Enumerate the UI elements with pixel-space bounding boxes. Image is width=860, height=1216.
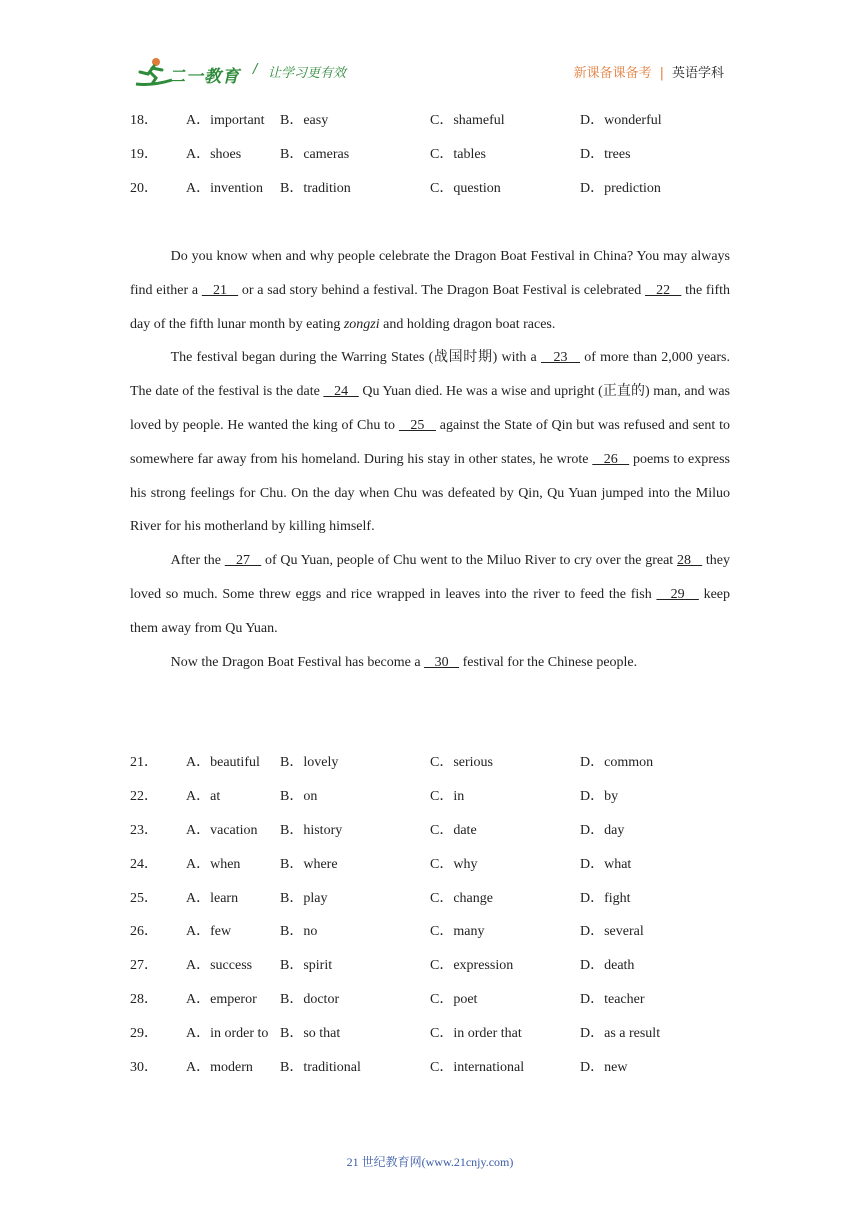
- option-c: C．in order that: [430, 1026, 522, 1041]
- text: After the: [170, 553, 225, 569]
- option-b: B．where: [280, 857, 338, 872]
- blank-26: 26: [592, 451, 630, 467]
- option-a: A．beautiful: [186, 755, 260, 770]
- option-c: C．shameful: [430, 113, 505, 128]
- logo-text: 二一教育: [168, 67, 240, 87]
- text: Qu Yuan died. He was a wise and upright (正直的) man, and was loved by people. He wanted the king of Chu to: [130, 384, 730, 433]
- option-d: D．several: [580, 924, 644, 939]
- header-separator: |: [659, 66, 664, 81]
- option-a: A．emperor: [186, 992, 257, 1007]
- option-a: A．modern: [186, 1060, 253, 1075]
- option-a: A．in order to: [186, 1026, 269, 1041]
- question-number: 23．: [130, 823, 158, 838]
- option-a: A．few: [186, 924, 232, 939]
- header-subject: 英语学科: [671, 66, 724, 81]
- paragraph: [130, 240, 730, 341]
- option-d: D．what: [580, 857, 632, 872]
- question-number: 30．: [130, 1060, 158, 1075]
- question-number: 25．: [130, 891, 158, 906]
- option-d: D．as a result: [580, 1026, 661, 1041]
- option-c: C．expression: [430, 958, 514, 973]
- option-b: B．no: [280, 924, 318, 939]
- option-c: C．question: [430, 181, 501, 196]
- text: of more than 2,000 years. The date of the festival is the date: [130, 350, 731, 400]
- option-c: C．change: [430, 891, 493, 906]
- page-header: [0, 0, 860, 100]
- question-number: 24．: [130, 857, 158, 872]
- option-c: C．poet: [430, 992, 478, 1007]
- text: festival for the Chinese people.: [459, 654, 638, 670]
- blank-28: 28: [676, 553, 703, 569]
- text: the fifth day of the fifth lunar month by eating: [130, 282, 731, 332]
- option-c: C．serious: [430, 755, 493, 770]
- option-d: D．new: [580, 1060, 628, 1075]
- option-b: B．tradition: [280, 181, 351, 196]
- header-slash: /: [253, 62, 258, 77]
- question-number: 27．: [130, 958, 158, 973]
- text: Do you know when and why people celebrate the Dragon Boat Festival in China? You may always find either a: [130, 249, 730, 298]
- question-number: 26．: [130, 924, 158, 939]
- text: poems to express his strong feelings for Chu. On the day when Chu was defeated by Qin, Qu Yuan jumped into the Miluo River for his motherland by killing himself.: [130, 451, 730, 535]
- option-b: B．doctor: [280, 992, 340, 1007]
- option-b: B．so that: [280, 1026, 341, 1041]
- text: or a sad story behind a festival. The Dragon Boat Festival is celebrated: [238, 282, 645, 298]
- question-number: 18．: [130, 113, 158, 128]
- option-c: C．in: [430, 789, 465, 804]
- option-d: D．day: [580, 823, 625, 838]
- option-c: C．why: [430, 857, 478, 872]
- blank-24: 24: [323, 384, 359, 400]
- text: of Qu Yuan, people of Chu went to the Miluo River to cry over the great: [261, 553, 677, 569]
- option-d: D．trees: [580, 147, 631, 162]
- option-c: C．tables: [430, 147, 486, 162]
- blank-30: 30: [424, 654, 460, 670]
- option-d: D．death: [580, 958, 635, 973]
- option-d: D．teacher: [580, 992, 645, 1007]
- option-a: A．at: [186, 789, 221, 804]
- text: keep them away from Qu Yuan.: [130, 586, 731, 636]
- question-number: 19．: [130, 147, 158, 162]
- reading-passage: [130, 240, 730, 679]
- paragraph: [130, 341, 730, 544]
- option-b: B．traditional: [280, 1060, 361, 1075]
- page-footer[interactable]: 21 世纪教育网(www.21cnjy.com): [346, 1155, 514, 1169]
- paragraph: [130, 544, 730, 645]
- blank-29: 29: [656, 586, 699, 602]
- option-a: A．vacation: [186, 823, 258, 838]
- blank-27: 27: [224, 553, 262, 569]
- option-d: D．common: [580, 755, 654, 770]
- option-a: A．shoes: [186, 147, 242, 162]
- option-b: B．lovely: [280, 755, 339, 770]
- option-c: C．many: [430, 924, 485, 939]
- option-b: B．cameras: [280, 147, 350, 162]
- option-a: A．learn: [186, 891, 239, 906]
- text: they loved so much. Some threw eggs and rice wrapped in leaves into the river to feed the fish: [130, 553, 731, 602]
- italic-word: zongzi: [343, 316, 380, 332]
- option-c: C．international: [430, 1060, 525, 1075]
- blank-22: 22: [645, 282, 682, 298]
- option-d: D．prediction: [580, 181, 661, 196]
- text: against the State of Qin but was refused and sent to somewhere far away from his homeland. During his stay in other states, he wrote: [130, 417, 730, 467]
- header-right-text: 新课备课备考: [573, 66, 652, 81]
- option-b: B．play: [280, 891, 328, 906]
- question-number: 28．: [130, 992, 158, 1007]
- option-a: A．important: [186, 113, 265, 128]
- option-b: B．on: [280, 789, 318, 804]
- text: Now the Dragon Boat Festival has become a: [170, 654, 425, 670]
- option-d: D．fight: [580, 891, 631, 906]
- header-slogan: 让学习更有效: [268, 66, 347, 81]
- option-b: B．history: [280, 823, 343, 838]
- question-number: 22．: [130, 789, 158, 804]
- header-right: [574, 62, 724, 81]
- paragraph: [130, 646, 730, 680]
- blank-25: 25: [398, 417, 436, 433]
- option-d: D．by: [580, 789, 619, 804]
- question-number: 21．: [130, 755, 158, 770]
- option-b: B．spirit: [280, 958, 333, 973]
- option-a: A．success: [186, 958, 253, 973]
- blank-21: 21: [201, 282, 239, 298]
- option-b: B．easy: [280, 113, 329, 128]
- text: The festival began during the Warring States (战国时期) with a: [170, 350, 541, 366]
- option-c: C．date: [430, 823, 477, 838]
- text: and holding dragon boat races.: [379, 316, 556, 332]
- option-d: D．wonderful: [580, 113, 662, 128]
- blank-23: 23: [540, 350, 581, 366]
- question-number: 20．: [130, 181, 158, 196]
- option-a: A．invention: [186, 181, 263, 196]
- option-a: A．when: [186, 857, 241, 872]
- question-number: 29．: [130, 1026, 158, 1041]
